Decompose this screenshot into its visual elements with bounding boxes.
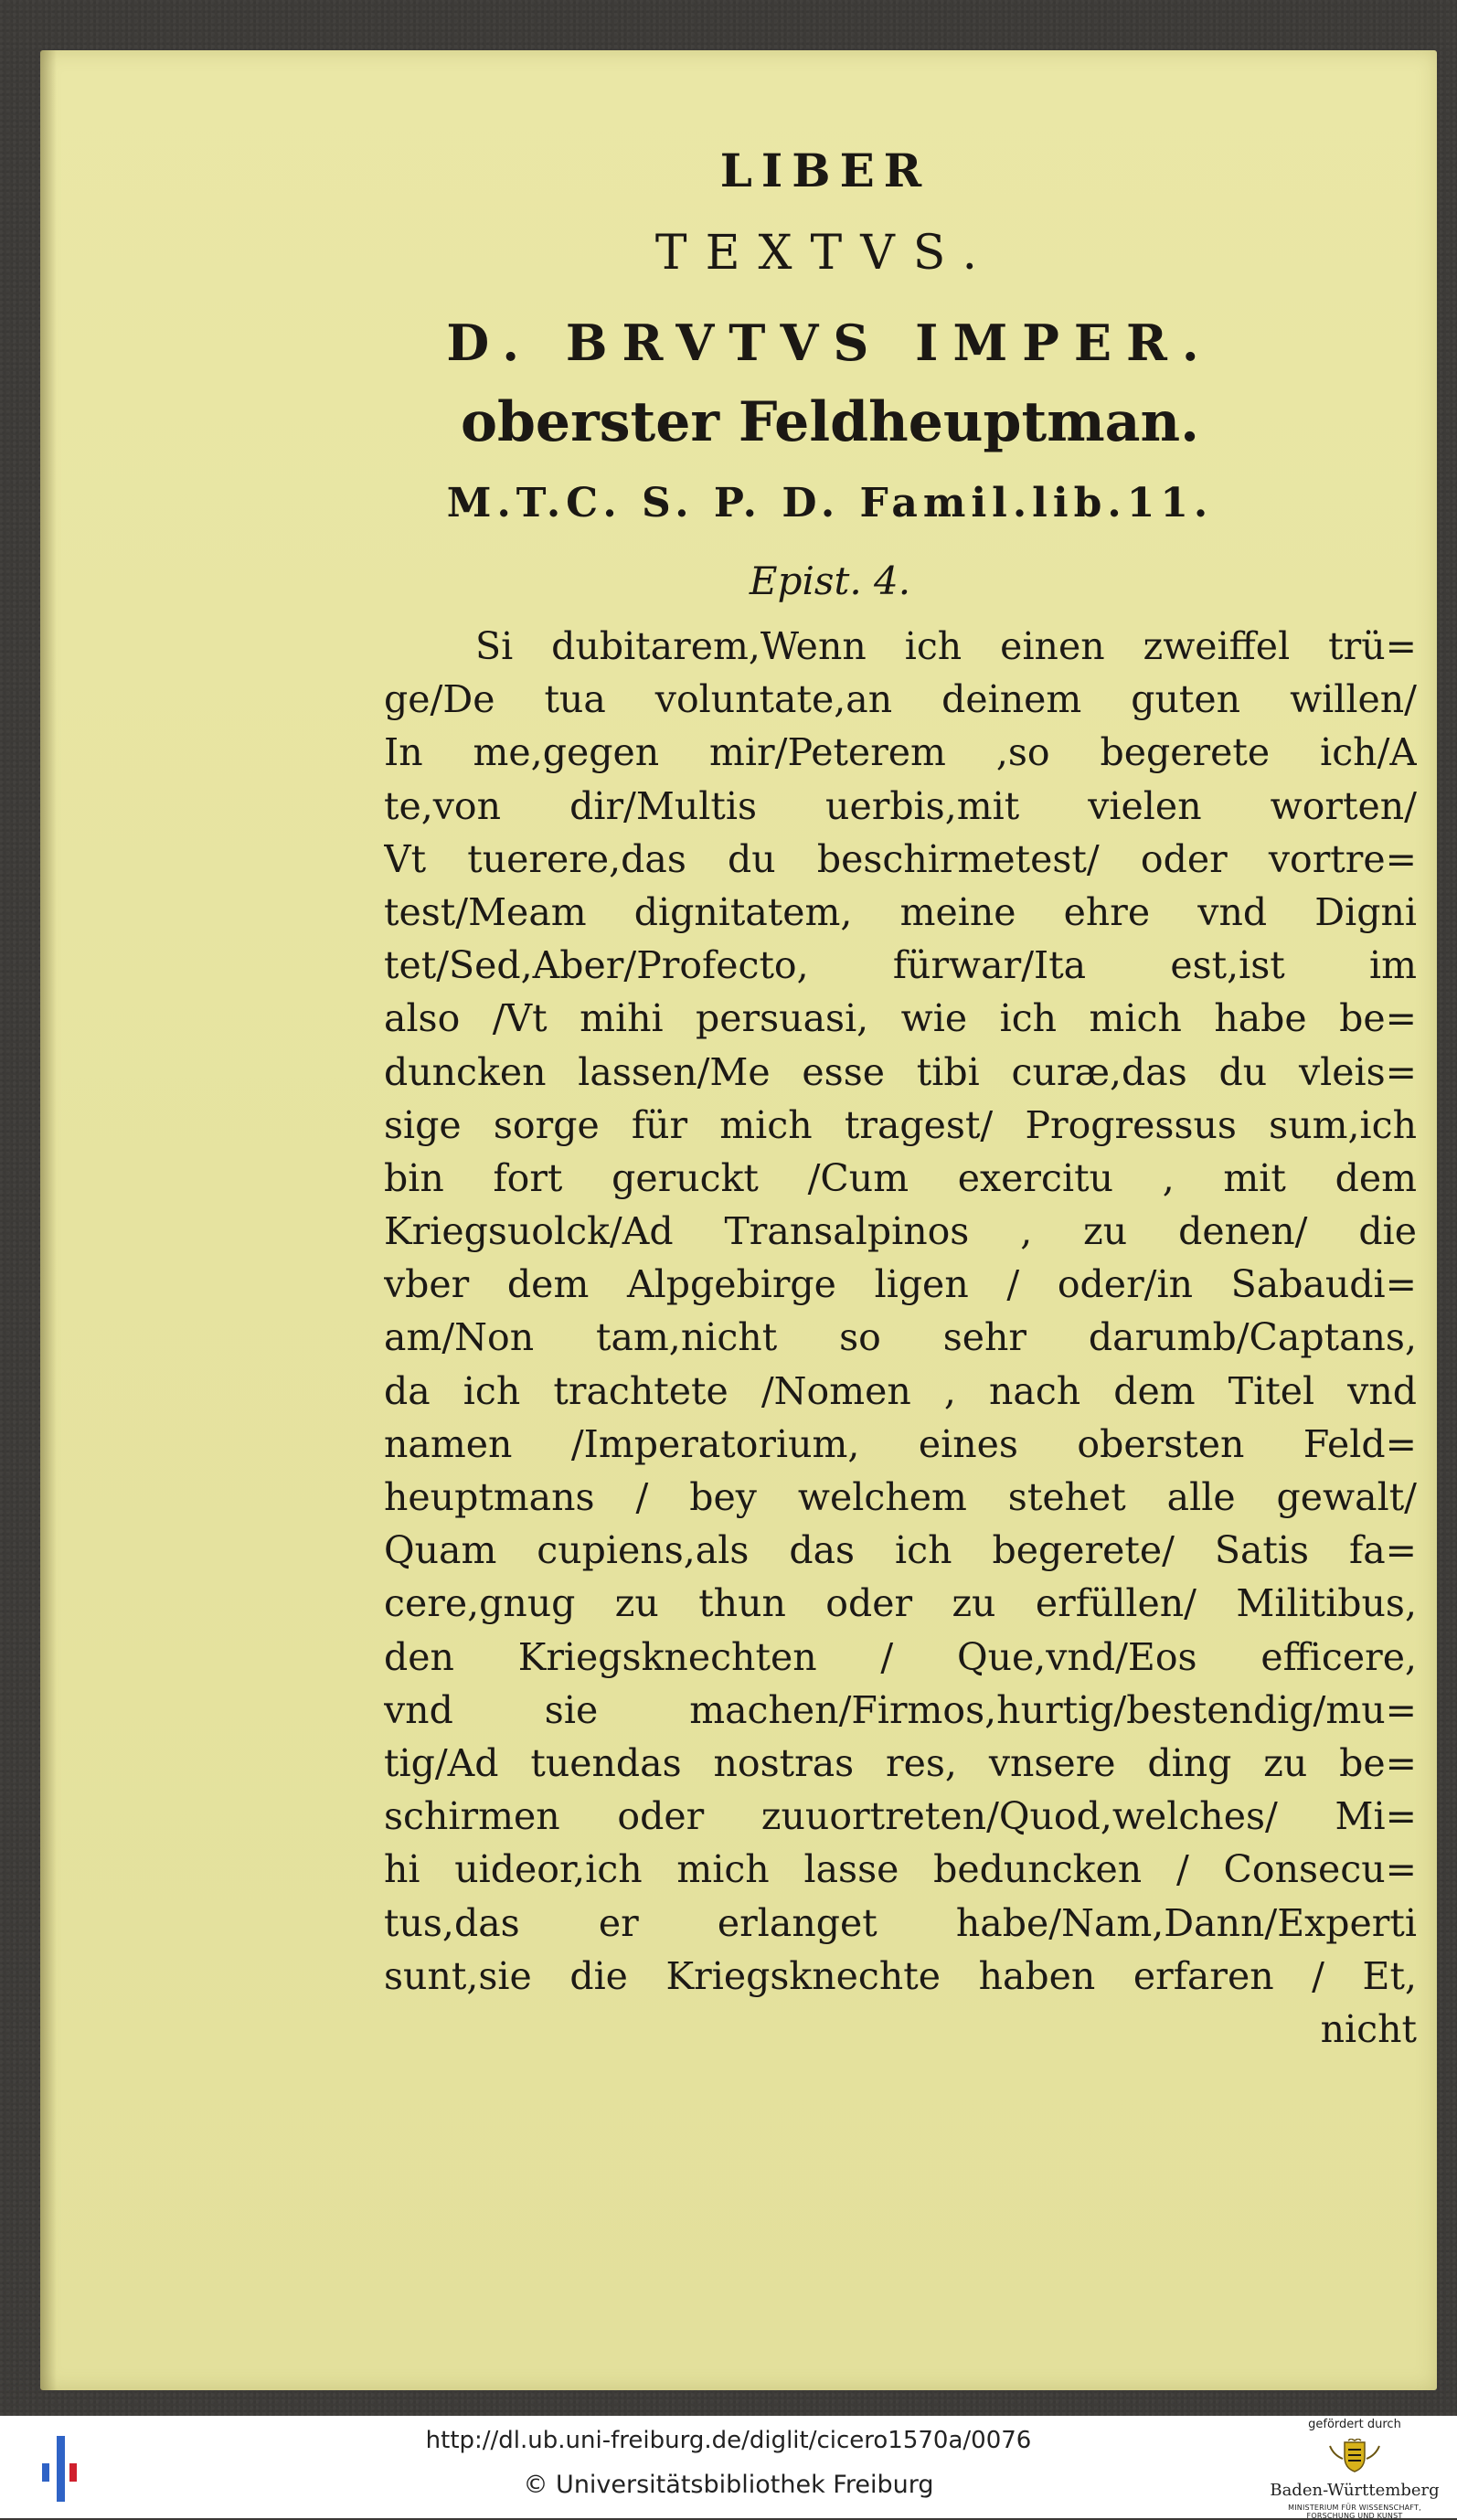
text-line: In me,gegen mir/Peterem ,so begerete ich/A — [384, 730, 1417, 775]
text-line: Si dubitarem,Wenn ich einen zweiffel trü= — [475, 624, 1417, 668]
text-line: Vt tuerere,das du beschirmetest/ oder vortre= — [384, 836, 1417, 881]
text-line: bin fort geruckt /Cum exercitu , mit dem — [384, 1155, 1417, 1200]
heading-liber: LIBER — [719, 144, 931, 197]
sponsor-block — [1263, 2418, 1446, 2520]
text-line: tig/Ad tuendas nostras res, vnsere ding zu be= — [384, 1740, 1417, 1785]
text-line: test/Meam dignitatem, meine ehre vnd Digni — [384, 889, 1417, 934]
body-text — [384, 620, 1417, 2056]
text-line: te,von dir/Multis uerbis,mit vielen worten/ — [384, 783, 1417, 828]
sponsor-name: Baden-Württemberg — [1270, 2481, 1440, 2500]
copyright-notice: © Universitätsbibliothek Freiburg — [523, 2471, 934, 2499]
sponsor-label: gefördert durch — [1308, 2418, 1401, 2431]
text-line: sige sorge für mich tragest/ Progressus sum,ich — [384, 1102, 1417, 1147]
text-line: tet/Sed,Aber/Profecto, fürwar/Ita est,ist im — [384, 943, 1417, 988]
heading-textus: TEXTVS. — [654, 226, 996, 281]
viewer-footer — [0, 2416, 1457, 2518]
heading-epistle: Epist. 4. — [749, 558, 911, 603]
catchword: nicht — [1320, 2006, 1417, 2051]
text-line: am/Non tam,nicht so sehr darumb/Captans, — [384, 1315, 1417, 1360]
text-line: tus,das er erlanget habe/Nam,Dann/Experti — [384, 1900, 1417, 1945]
text-line: namen /Imperatorium, eines obersten Feld= — [384, 1421, 1417, 1466]
text-line: vber dem Alpgebirge ligen / oder/in Sabaudi= — [384, 1262, 1417, 1307]
sponsor-ministry: MINISTERIUM FÜR WISSENSCHAFT, FORSCHUNG UND KUNST — [1288, 2504, 1421, 2520]
text-line: Kriegsuolck/Ad Transalpinos , zu denen/ die — [384, 1209, 1417, 1254]
text-line: Quam cupiens,als das ich begerete/ Satis fa= — [384, 1528, 1417, 1573]
text-line: sunt,sie die Kriegsknechte haben erfaren / Et, — [384, 1953, 1417, 1998]
text-line: den Kriegsknechten / Que,vnd/Eos efficere, — [384, 1634, 1417, 1679]
text-line: duncken lassen/Me esse tibi curæ,das du vleis= — [384, 1049, 1417, 1094]
text-line: da ich trachtete /Nomen , nach dem Titel vnd — [384, 1368, 1417, 1413]
heading-oberster: oberster Feldheuptman. — [460, 390, 1200, 454]
text-line: hi uideor,ich mich lasse beduncken / Consecu= — [384, 1847, 1417, 1892]
heading-reference: M.T.C. S. P. D. Famil.lib.11. — [446, 480, 1214, 526]
text-line: also /Vt mihi persuasi, wie ich mich habe be= — [384, 996, 1417, 1041]
heading-brutus: D. BRVTVS IMPER. — [446, 314, 1214, 372]
text-line: schirmen oder zuuortreten/Quod,welches/ Mi= — [384, 1794, 1417, 1839]
text-line: cere,gnug zu thun oder zu erfüllen/ Militibus, — [384, 1581, 1417, 1626]
text-line: vnd sie machen/Firmos,hurtig/bestendig/mu= — [384, 1687, 1417, 1732]
text-line: ge/De tua voluntate,an deinem guten willen/ — [384, 677, 1417, 722]
permalink-url[interactable]: http://dl.ub.uni-freiburg.de/diglit/cicero1570a/0076 — [425, 2427, 1032, 2454]
text-line: heuptmans / bey welchem stehet alle gewalt/ — [384, 1475, 1417, 1519]
coat-of-arms-icon — [1324, 2439, 1385, 2473]
